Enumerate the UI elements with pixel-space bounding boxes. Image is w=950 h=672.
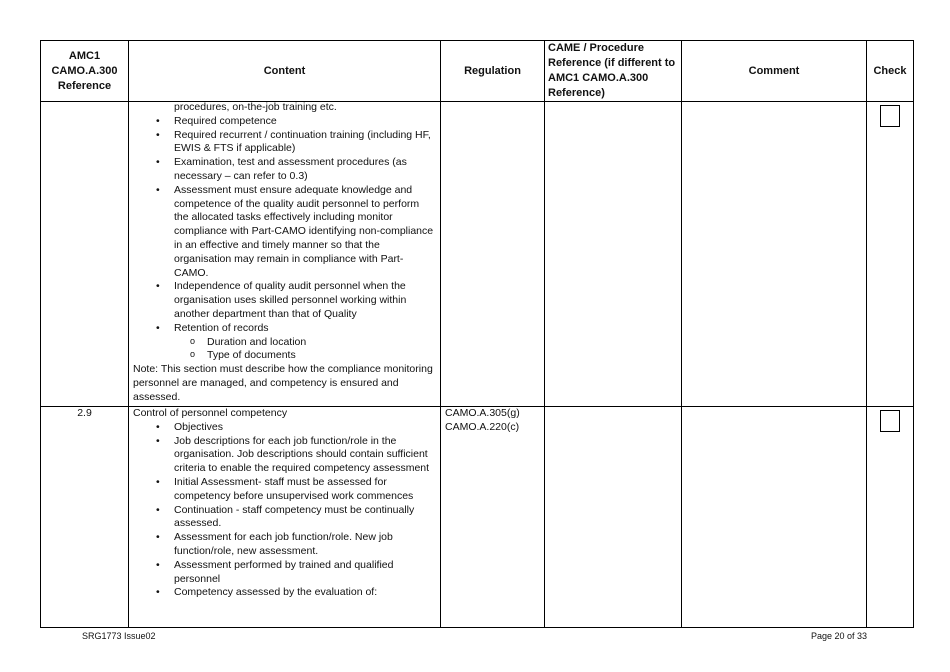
list-item: • Assessment performed by trained and qualified personnel bbox=[174, 559, 436, 587]
row1-checkbox[interactable] bbox=[880, 105, 900, 127]
list-item: • Examination, test and assessment procedures (as necessary – can refer to 0.3) bbox=[174, 156, 436, 184]
header-comment: Comment bbox=[682, 41, 867, 102]
header-reference: AMC1 CAMO.A.300 Reference bbox=[41, 41, 129, 102]
table-row bbox=[41, 407, 914, 628]
row1-came-reference[interactable] bbox=[545, 102, 682, 407]
list-item: • Objectives bbox=[174, 421, 436, 435]
list-item: • Independence of quality audit personnel when the organisation uses skilled personnel working within another department than that of Quality bbox=[174, 280, 436, 321]
row2-reference: 2.9 bbox=[41, 407, 129, 628]
regulation-ref: CAMO.A.220(c) bbox=[445, 420, 520, 433]
list-item: • Competency assessed by the evaluation of: bbox=[174, 586, 436, 600]
list-item: o Duration and location bbox=[207, 336, 436, 350]
list-item: • Required competence bbox=[174, 115, 436, 129]
row1-sub-list bbox=[133, 336, 436, 364]
row1-check-cell bbox=[867, 102, 914, 407]
row1-regulation bbox=[441, 102, 545, 407]
list-item: • Assessment for each job function/role. New job function/role, new assessment. bbox=[174, 531, 436, 559]
header-row bbox=[41, 41, 914, 102]
row1-comment[interactable] bbox=[682, 102, 867, 407]
row2-check-cell bbox=[867, 407, 914, 628]
header-content: Content bbox=[129, 41, 441, 102]
row2-bullet-list bbox=[133, 421, 436, 600]
row1-content bbox=[129, 102, 441, 407]
header-check: Check bbox=[867, 41, 914, 102]
row2-checkbox[interactable] bbox=[880, 410, 900, 432]
row2-comment[interactable] bbox=[682, 407, 867, 628]
row2-came-reference[interactable] bbox=[545, 407, 682, 628]
row2-content bbox=[129, 407, 441, 628]
regulation-ref: CAMO.A.305(g) bbox=[445, 407, 520, 419]
document-id: SRG1773 Issue02 bbox=[82, 631, 156, 641]
compliance-checklist-table bbox=[40, 40, 914, 628]
list-item: • Required recurrent / continuation training (including HF, EWIS & FTS if applicable) bbox=[174, 129, 436, 157]
row1-lead-text: procedures, on-the-job training etc. bbox=[174, 101, 337, 113]
list-item: • Job descriptions for each job function/role in the organisation. Job descriptions should contain sufficient criteria to enable the required competency assessment bbox=[174, 435, 436, 476]
list-item: • Assessment must ensure adequate knowledge and competence of the quality audit personnel to perform the allocated tasks effectively including monitor compliance with Part-CAMO identifying non-compliance in an effective and timely manner so that the organisation may remain in compliance with Part- CAMO. bbox=[174, 184, 436, 281]
row1-note: Note: This section must describe how the compliance monitoring personnel are managed, and competency is ensured and assessed. bbox=[133, 363, 433, 403]
list-item: • Continuation - staff competency must be continually assessed. bbox=[174, 504, 436, 532]
list-item: o Type of documents bbox=[207, 349, 436, 363]
list-item: • Initial Assessment- staff must be assessed for competency before unsupervised work commences bbox=[174, 476, 436, 504]
row2-title: Control of personnel competency bbox=[133, 407, 288, 419]
row1-bullet-list bbox=[133, 101, 436, 336]
header-came-procedure: CAME / Procedure Reference (if different to AMC1 CAMO.A.300 Reference) bbox=[545, 41, 682, 102]
table-row bbox=[41, 102, 914, 407]
header-regulation: Regulation bbox=[441, 41, 545, 102]
row2-regulation bbox=[441, 407, 545, 628]
list-item: • Retention of records bbox=[174, 322, 436, 336]
page-number: Page 20 of 33 bbox=[811, 631, 868, 641]
row1-reference bbox=[41, 102, 129, 407]
